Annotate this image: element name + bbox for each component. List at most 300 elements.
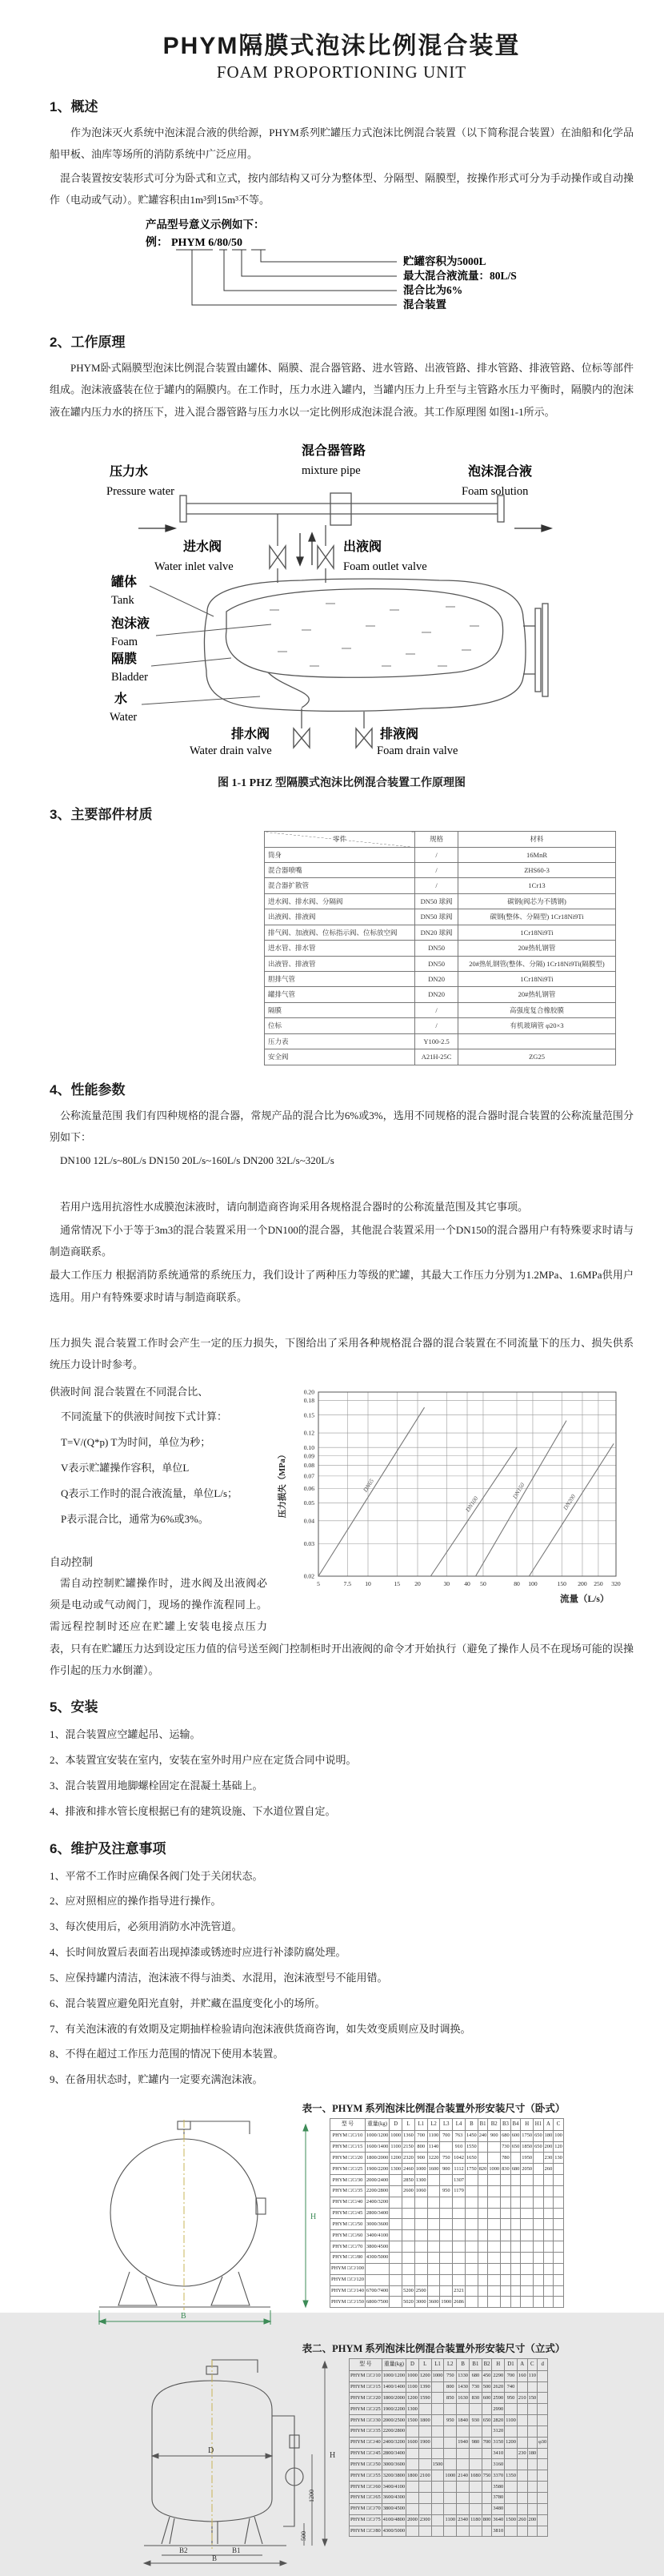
table-cell: PHYM □/□/30 — [350, 2415, 382, 2426]
table-cell: 进水阀、排水阀、分隔阀 — [265, 893, 415, 909]
x-tick-label: 50 — [480, 1579, 486, 1587]
table-cell: 1200 — [406, 2393, 419, 2404]
table-cell — [554, 2230, 564, 2241]
table-cell: 3410 — [492, 2448, 505, 2459]
table-cell — [431, 2470, 444, 2482]
table-cell — [538, 2426, 548, 2437]
table-cell — [543, 2241, 554, 2253]
table-cell: 混合器喷嘴 — [265, 862, 415, 877]
table-cell: 1500 — [406, 2415, 419, 2426]
model-callout-lines — [176, 250, 397, 305]
table-cell: 1080 — [469, 2470, 482, 2482]
column-header: 规格 — [415, 832, 458, 847]
table-cell: 碳钢(阀芯为不锈钢) — [458, 893, 616, 909]
column-header: B2 — [488, 2119, 501, 2131]
table-cell — [414, 2252, 427, 2263]
list-item: 9、在备用状态时，贮罐内一定要充满泡沫液。 — [50, 2073, 263, 2086]
table-cell — [543, 2230, 554, 2241]
table-cell — [488, 2241, 501, 2253]
table-cell: 830 — [501, 2164, 511, 2175]
table-cell: 3780 — [492, 2492, 505, 2503]
table-row — [350, 2470, 548, 2482]
table-cell: 高强度复合橡胶膜 — [458, 1002, 616, 1017]
table-cell — [501, 2285, 511, 2297]
table-row — [265, 847, 616, 862]
table-cell: 1000/1200 — [382, 2370, 406, 2381]
y-tick-label: 0.09 — [303, 1451, 314, 1459]
table-cell — [465, 2219, 478, 2230]
label-water-inlet-valve-cn: 进水阀 — [183, 540, 222, 555]
table-cell — [527, 2426, 538, 2437]
table-cell: PHYM □/□/25 — [330, 2164, 366, 2175]
table-cell — [444, 2526, 457, 2537]
table-cell: PHYM □/□/15 — [350, 2381, 382, 2393]
table-cell — [534, 2153, 544, 2164]
table-cell — [510, 2274, 521, 2285]
table-cell — [427, 2208, 440, 2219]
table-cell — [501, 2208, 511, 2219]
table-cell: 1950 — [521, 2153, 534, 2164]
table-cell: 3580 — [492, 2482, 505, 2493]
table-cell — [527, 2459, 538, 2470]
leader-lines — [142, 586, 271, 704]
tank-outline — [204, 579, 548, 728]
column-header: B1 — [469, 2359, 482, 2371]
column-header: L2 — [427, 2119, 440, 2131]
y-tick-label: 0.02 — [303, 1572, 314, 1580]
label-foam-outlet-valve-cn: 出液阀 — [343, 540, 382, 555]
table-cell: 1200 — [505, 2437, 518, 2448]
table-cell: PHYM □/□/60 — [330, 2230, 366, 2241]
table-cell: 600 — [510, 2130, 521, 2141]
table-cell — [427, 2175, 440, 2186]
column-header: H — [521, 2119, 534, 2131]
table-cell: 1Cr18Ni9Ti — [458, 972, 616, 987]
table-cell: PHYM □/□/65 — [350, 2492, 382, 2503]
table-cell: 820 — [478, 2164, 488, 2175]
table-cell — [427, 2185, 440, 2197]
table-cell — [554, 2208, 564, 2219]
table-cell: 出液阀、排液阀 — [265, 909, 415, 925]
table-cell: PHYM □/□/10 — [330, 2130, 366, 2141]
label-mixture-pipe-cn: 混合器管路 — [302, 444, 366, 459]
table-cell: 763 — [453, 2130, 466, 2141]
label-water-inlet-valve-en: Water inlet valve — [154, 560, 234, 574]
table-cell — [534, 2263, 544, 2274]
table-cell: 2000/2500 — [382, 2415, 406, 2426]
table-cell: 1940 — [457, 2437, 470, 2448]
model-example: 例： PHYM 6/80/50 — [146, 237, 243, 250]
table-cell: 750 — [482, 2470, 492, 2482]
list-item: 1、混合装置应空罐起吊、运输。 — [50, 1728, 201, 1741]
table-cell — [414, 2274, 427, 2285]
table-row — [265, 1002, 616, 1017]
table-row — [330, 2208, 564, 2219]
table-cell: 1800 — [406, 2470, 419, 2482]
table-cell: ZG25 — [458, 1049, 616, 1065]
table-cell: φ30 — [538, 2437, 548, 2448]
label-water-drain-valve-cn: 排水阀 — [231, 728, 270, 742]
table-cell — [431, 2448, 444, 2459]
list-item: 2、应对照相应的操作指导进行操作。 — [50, 1895, 222, 1908]
table-cell: 3400/4100 — [382, 2482, 406, 2493]
table-cell — [390, 2208, 402, 2219]
column-header: D — [390, 2119, 402, 2131]
table-cell — [431, 2415, 444, 2426]
table-cell — [402, 2219, 415, 2230]
table-cell — [390, 2241, 402, 2253]
table-cell — [390, 2175, 402, 2186]
table-cell: 隔膜 — [265, 1002, 415, 1017]
table-cell — [521, 2208, 534, 2219]
table-cell — [543, 2185, 554, 2197]
table-cell — [538, 2381, 548, 2393]
chart-line-DN150 — [476, 1420, 566, 1575]
table-cell — [406, 2426, 419, 2437]
table-row — [330, 2219, 564, 2230]
column-header: L2 — [444, 2359, 457, 2371]
table-cell: 1000 — [414, 2164, 427, 2175]
table-cell — [517, 2482, 527, 2493]
table-cell — [465, 2185, 478, 2197]
table-cell — [554, 2164, 564, 2175]
table-cell — [444, 2482, 457, 2493]
table-cell: 1100 — [427, 2130, 440, 2141]
table-cell — [554, 2297, 564, 2308]
list-item: 8、不得在超过工作压力范围的情况下使用本装置。 — [50, 2048, 284, 2060]
section-heading-performance: 4、性能参数 — [50, 1081, 126, 1097]
table-cell — [414, 2197, 427, 2208]
table-cell: 2460 — [402, 2164, 415, 2175]
list-item: T=V/(Q*p) T为时间，单位为秒； — [61, 1436, 211, 1449]
label-foam-solution-en: Foam solution — [462, 485, 529, 499]
table-cell: 1400/1400 — [382, 2381, 406, 2393]
valve-symbols — [270, 546, 372, 748]
table-cell — [543, 2263, 554, 2274]
table-cell — [457, 2459, 470, 2470]
table-cell: 3400/4100 — [365, 2230, 389, 2241]
model-designation-diagram — [144, 215, 624, 318]
table-cell: 200 — [527, 2514, 538, 2526]
label-foam-outlet-valve-en: Foam outlet valve — [343, 560, 427, 574]
table-cell: 1Cr13 — [458, 878, 616, 893]
table-cell — [390, 2197, 402, 2208]
label-water-drain-valve-en: Water drain valve — [190, 744, 272, 758]
table-cell: 2321 — [453, 2285, 466, 2297]
table-cell — [453, 2197, 466, 2208]
table-cell — [469, 2482, 482, 2493]
model-callout-ratio: 混合比为6% — [403, 284, 463, 297]
table-cell — [501, 2241, 511, 2253]
table-cell — [390, 2297, 402, 2308]
table-cell: 3640 — [492, 2514, 505, 2526]
table-cell — [465, 2208, 478, 2219]
table-cell: 750 — [444, 2370, 457, 2381]
table-cell — [418, 2426, 431, 2437]
table-cell: PHYM □/□/50 — [330, 2219, 366, 2230]
table-cell — [488, 2208, 501, 2219]
table-cell: 230 — [543, 2153, 554, 2164]
table-cell — [431, 2437, 444, 2448]
table-cell — [414, 2241, 427, 2253]
table-cell — [517, 2492, 527, 2503]
table-cell — [534, 2197, 544, 2208]
table-cell — [444, 2503, 457, 2514]
table-cell: 2500 — [414, 2285, 427, 2297]
table-cell — [488, 2153, 501, 2164]
table-cell — [510, 2230, 521, 2241]
table-cell — [505, 2459, 518, 2470]
dim-label-B-overall: B — [212, 2554, 218, 2563]
table-cell: 3160 — [492, 2459, 505, 2470]
performance-paragraph-5: 最大工作压力 根据消防系统通常的系统压力，我们设计了两种压力等级的贮罐，其最大工作压力分别为1.2MPa、1.6MPa供用户选用。用户有特殊要求时请与制造商联系。 — [50, 1269, 634, 1303]
table-cell — [418, 2492, 431, 2503]
table-cell — [488, 2141, 501, 2153]
table-cell — [505, 2482, 518, 2493]
table-row — [350, 2514, 548, 2526]
table-cell — [402, 2230, 415, 2241]
table-cell — [406, 2526, 419, 2537]
table-cell: 740 — [505, 2381, 518, 2393]
table-cell — [534, 2252, 544, 2263]
table-cell — [478, 2153, 488, 2164]
table-cell — [465, 2252, 478, 2263]
table-cell — [444, 2448, 457, 2459]
table-cell: 2140 — [457, 2470, 470, 2482]
table-cell — [538, 2393, 548, 2404]
table-cell — [444, 2459, 457, 2470]
table-cell — [390, 2230, 402, 2241]
table-cell — [478, 2219, 488, 2230]
table-cell — [534, 2241, 544, 2253]
table-cell — [554, 2175, 564, 2186]
performance-paragraph-4: 通常情况下小于等于3m3的混合装置采用一个DN100的混合器，其他混合装置采用一个DN150的混合器用户有特殊要求时请与制造商联系。 — [50, 1223, 634, 1258]
column-header: L1 — [414, 2119, 427, 2131]
table-cell — [390, 2285, 402, 2297]
table-cell — [469, 2492, 482, 2503]
table-cell: PHYM □/□/80 — [330, 2252, 366, 2263]
x-tick-label: 10 — [365, 1579, 371, 1587]
table-cell — [431, 2482, 444, 2493]
table-cell: 1800 — [418, 2415, 431, 2426]
table-row — [330, 2252, 564, 2263]
column-header: B — [465, 2119, 478, 2131]
table-cell: 1850 — [521, 2141, 534, 2153]
table-cell — [427, 2197, 440, 2208]
table-cell — [543, 2252, 554, 2263]
table-cell — [406, 2448, 419, 2459]
table-cell — [402, 2252, 415, 2263]
label-tank-en: Tank — [111, 594, 134, 608]
table-row — [330, 2141, 564, 2153]
table-cell — [501, 2274, 511, 2285]
table-cell: 位标 — [265, 1018, 415, 1033]
table-cell: 出液管、排液管 — [265, 956, 415, 971]
table-cell: 1300 — [414, 2175, 427, 2186]
table-cell — [469, 2526, 482, 2537]
table-cell: 1060 — [414, 2185, 427, 2197]
table-cell: 1500 — [431, 2459, 444, 2470]
table-cell — [453, 2263, 466, 2274]
table-cell: 4100/4800 — [382, 2514, 406, 2526]
dim-label-D: D — [208, 2446, 214, 2456]
table-cell — [554, 2185, 564, 2197]
table-cell — [427, 2241, 440, 2253]
table-cell: 780 — [501, 2153, 511, 2164]
table-cell: 1600/1400 — [365, 2141, 389, 2153]
list-item: 7、有关泡沫液的有效期及定期抽样检验请向泡沫液供货商咨询，如失效变质则应及时调换。 — [50, 2022, 471, 2035]
column-header: H1 — [534, 2119, 544, 2131]
table-cell — [457, 2503, 470, 2514]
table-cell — [521, 2197, 534, 2208]
table-cell: 700 — [414, 2130, 427, 2141]
table-cell — [543, 2285, 554, 2297]
table-cell — [538, 2482, 548, 2493]
table-cell — [457, 2526, 470, 2537]
x-tick-label: 320 — [611, 1579, 621, 1587]
pressure-loss-chart — [274, 1382, 634, 1627]
table-cell: 130 — [554, 2153, 564, 2164]
table-cell: 830 — [469, 2393, 482, 2404]
table-row — [265, 956, 616, 971]
table-cell — [527, 2415, 538, 2426]
table-cell — [440, 2175, 453, 2186]
table-cell: 1000 — [444, 2470, 457, 2482]
table-cell — [427, 2230, 440, 2241]
table-cell: 1000 — [488, 2164, 501, 2175]
table-cell: 2150 — [402, 2141, 415, 2153]
model-callout-flow: 最大混合液流量：80L/S — [403, 270, 517, 283]
table-cell — [501, 2297, 511, 2308]
table-cell — [414, 2263, 427, 2274]
model-callout-volume: 贮罐容积为5000L — [403, 255, 486, 268]
table-row — [350, 2448, 548, 2459]
table-cell: 900 — [414, 2153, 427, 2164]
performance-paragraph-6: 压力损失 混合装置工作时会产生一定的压力损失，下图给出了采用各种规格混合器的混合装置在不同流量下的压力、损失供系统压力设计时参考。 — [50, 1337, 634, 1371]
table-cell — [482, 2482, 492, 2493]
table-cell: 260 — [517, 2514, 527, 2526]
table-cell: 950 — [440, 2185, 453, 2197]
table-cell: 1590 — [418, 2393, 431, 2404]
table-cell: PHYM □/□/50 — [350, 2459, 382, 2470]
y-tick-label: 0.08 — [303, 1461, 314, 1469]
column-header: 零件 — [265, 832, 415, 847]
table-row — [350, 2404, 548, 2415]
table-cell — [465, 2197, 478, 2208]
table-cell — [469, 2426, 482, 2437]
x-tick-label: 250 — [594, 1579, 603, 1587]
table-cell: 2320 — [402, 2153, 415, 2164]
table-row — [350, 2492, 548, 2503]
table-cell: 3600/4300 — [382, 2492, 406, 2503]
table-row — [330, 2153, 564, 2164]
series-label-DN65: DN65 — [361, 1477, 376, 1494]
table-cell — [554, 2219, 564, 2230]
table-cell: 900 — [440, 2164, 453, 2175]
table-cell: 3200/3800 — [382, 2470, 406, 2482]
table-cell — [444, 2492, 457, 2503]
x-tick-label: 7.5 — [343, 1579, 352, 1587]
table-cell — [440, 2241, 453, 2253]
table-cell: 2290 — [492, 2370, 505, 2381]
table-cell — [527, 2381, 538, 2393]
label-bladder-cn: 隔膜 — [111, 652, 138, 667]
table-cell — [478, 2274, 488, 2285]
table-cell: 1100 — [390, 2141, 402, 2153]
table-cell — [534, 2175, 544, 2186]
table-cell: 1390 — [418, 2381, 431, 2393]
table-cell — [440, 2141, 453, 2153]
table-cell — [402, 2263, 415, 2274]
table-cell: 2340 — [457, 2514, 470, 2526]
figure-caption: 图 1-1 PHZ 型隔膜式泡沫比例混合装置工作原理图 — [218, 777, 466, 790]
table-cell: 800 — [444, 2381, 457, 2393]
column-header: L — [418, 2359, 431, 2371]
table-cell: Y100-2.5 — [415, 1033, 458, 1049]
table-cell: 16MnR — [458, 847, 616, 862]
table-cell — [501, 2252, 511, 2263]
table-cell: DN20 — [415, 972, 458, 987]
table-cell — [418, 2448, 431, 2459]
table-cell — [390, 2185, 402, 2197]
table-cell: PHYM □/□/80 — [350, 2526, 382, 2537]
table-cell — [538, 2404, 548, 2415]
table-cell — [478, 2175, 488, 2186]
table-cell — [501, 2230, 511, 2241]
table-cell — [431, 2503, 444, 2514]
table-row — [330, 2297, 564, 2308]
label-foam-drain-valve-cn: 排液阀 — [380, 728, 419, 742]
table-cell — [543, 2208, 554, 2219]
column-header: L — [402, 2119, 415, 2131]
table-cell — [427, 2274, 440, 2285]
table-cell — [482, 2404, 492, 2415]
table-row — [330, 2263, 564, 2274]
table-cell — [534, 2208, 544, 2219]
table-row — [265, 909, 616, 925]
chart-line-DN100 — [430, 1447, 517, 1576]
table-cell — [488, 2185, 501, 2197]
table-cell: PHYM □/□/25 — [350, 2404, 382, 2415]
table-cell — [465, 2297, 478, 2308]
table-cell — [527, 2482, 538, 2493]
table-cell — [406, 2492, 419, 2503]
table-cell — [505, 2492, 518, 2503]
table-cell: 1330 — [457, 2370, 470, 2381]
spacer — [50, 1310, 634, 1330]
table-cell: 680 — [510, 2164, 521, 2175]
table-cell — [554, 2274, 564, 2285]
section-heading-principle: 2、工作原理 — [50, 335, 126, 351]
table-cell: 1000/1200 — [365, 2130, 389, 2141]
label-foam-solution-cn: 泡沫混合液 — [468, 465, 533, 479]
table-cell — [427, 2252, 440, 2263]
table-cell — [510, 2263, 521, 2274]
table-cell: PHYM □/□/15 — [330, 2141, 366, 2153]
table-cell: 5020 — [402, 2297, 415, 2308]
table-cell — [505, 2404, 518, 2415]
table-cell — [538, 2492, 548, 2503]
table-cell: 2000/2400 — [365, 2175, 389, 2186]
table-cell: / — [415, 862, 458, 877]
vertical-dimensions-table — [349, 2358, 548, 2537]
table-cell — [406, 2459, 419, 2470]
table-cell: PHYM □/□/60 — [350, 2482, 382, 2493]
table-cell — [521, 2263, 534, 2274]
x-tick-label: 30 — [443, 1579, 450, 1587]
label-pressure-water-en: Pressure water — [106, 485, 174, 499]
table-cell — [444, 2404, 457, 2415]
